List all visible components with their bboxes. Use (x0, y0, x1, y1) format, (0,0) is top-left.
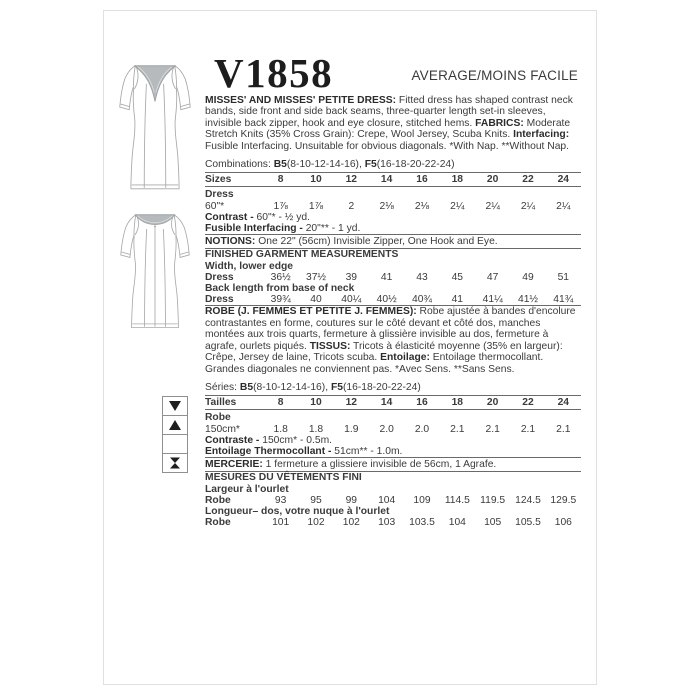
fabrics-label: FABRICS: (475, 117, 524, 129)
mercerie-line: MERCERIE: 1 fermeture a glissiere invisible de 56cm, 1 Agrafe. (205, 457, 581, 472)
robe-yardage-row: 150cm* 1.8 1.8 1.9 2.0 2.0 2.1 2.1 2.1 2.1 (205, 423, 571, 435)
tissus-label: TISSUS: (309, 340, 351, 352)
dress-back-illustration (112, 209, 198, 341)
contraste-line: Contraste - 150cm* - 0.5m. (205, 434, 333, 446)
pattern-number: V1858 (214, 50, 334, 96)
width-dress-row: Dress 36½ 37½ 39 41 43 45 47 49 51 (205, 271, 570, 283)
robe-section-label: Robe (205, 412, 231, 424)
pattern-envelope-back (103, 10, 597, 685)
sizes-header-row: Sizes 8 10 12 14 16 18 20 22 24 (205, 172, 581, 187)
text-column (205, 95, 581, 528)
entoilage-thermocollant-line: Entoilage Thermocollant - 51cm** - 1.0m. (205, 445, 403, 457)
fusible-interfacing-line: Fusible Interfacing - 20"** - 1 yd. (205, 223, 361, 235)
dress-section-label: Dress (205, 189, 234, 201)
interfacing-label: Interfacing: (513, 129, 570, 141)
finished-garment-title: FINISHED GARMENT MEASUREMENTS (205, 249, 399, 261)
series-line: Séries: B5(8-10-12-14-16), F5(16-18-20-22-24) (205, 381, 421, 393)
entoilage-label: Entoilage: (380, 352, 430, 364)
largeur-robe-row: Robe 93 95 99 104 109 114.5 119.5 124.5 129.5 (205, 494, 577, 506)
description-en-title: MISSES' AND MISSES' PETITE DRESS: (205, 95, 397, 106)
notions-line: NOTIONS: One 22" (56cm) Invisible Zipper, One Hook and Eye. (205, 234, 581, 249)
back-length-dress-row: Dress 39¾ 40 40¼ 40½ 40¾ 41 41¼ 41½ 41¾ (205, 294, 581, 306)
difficulty-label: AVERAGE/MOINS FACILE (411, 68, 578, 83)
combinations-line: Combinations: B5(8-10-12-14-16), F5(16-18-20-22-24) (205, 159, 455, 171)
description-fr: ROBE (J. FEMMES ET PETITE J. FEMMES): Robe ajustée à bandes d'encolure contrastantes en forme, coutures sur le côté devant et côté dos, manches montées aux trois quarts, fermeture à glissière invisible au dos, fermeture à agrafe, ourlets piqués. TISSUS: Tricots à élasticité moyenne (35% en largeur): Crêpe, Jersey de laine, Tricots scuba. Entoilage: Entoilage thermocollant. Grandes diagonales ne conviennent pas. *Avec Sens. **Sans Sens. (205, 306, 576, 375)
dress-yardage-row: 60"* 1⅞ 1⅞ 2 2⅛ 2⅛ 2¼ 2¼ 2¼ 2¼ (205, 200, 571, 212)
without-nap-triangle-up-icon (162, 415, 188, 435)
contrast-line: Contrast - 60"* - ½ yd. (205, 211, 310, 223)
dress-front-illustration (112, 59, 198, 205)
description-fr-title: ROBE (J. FEMMES ET PETITE J. FEMMES): (205, 306, 417, 318)
longueur-robe-row: Robe 101 102 102 103 103.5 104 105 105.5 106 (205, 517, 572, 529)
blank-symbol-box (162, 434, 188, 454)
back-length-heading: Back length from base of neck (205, 283, 355, 295)
longueur-heading: Longueur– dos, votre nuque à l'ourlet (205, 505, 390, 517)
with-nap-triangle-down-icon (162, 396, 188, 416)
width-lower-edge-heading: Width, lower edge (205, 260, 294, 272)
largeur-heading: Largeur à l'ourlet (205, 483, 289, 495)
hourglass-icon (162, 453, 188, 473)
description-en: MISSES' AND MISSES' PETITE DRESS: Fitted dress has shaped contrast neck bands, side front and side back seams, three-quarter length set-in sleeves, invisible back zipper, hook and eye closure, stitched hems. FABRICS: Moderate Stretch Knits (35% Cross Grain): Crepe, Wool Jersey, Scuba Knits. Interfacing: Fusible Interfacing. Unsuitable for obvious diagonals. *With Nap. **Without Nap. (205, 95, 573, 152)
mesures-title: MESURES DU VÊTEMENTS FINI (205, 472, 362, 484)
tailles-header-row: Tailles 8 10 12 14 16 18 20 22 24 (205, 395, 581, 410)
nap-symbol-strip (162, 397, 188, 473)
